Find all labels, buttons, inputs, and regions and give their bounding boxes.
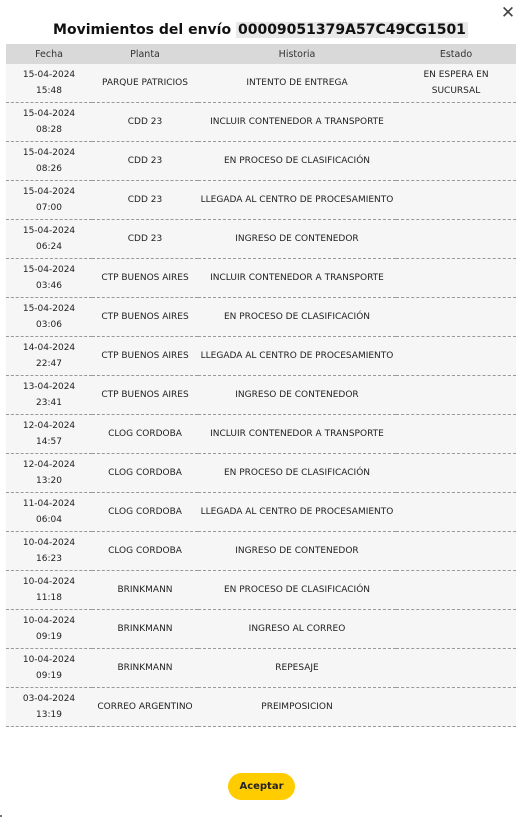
cell-estado xyxy=(396,220,516,259)
table-row xyxy=(6,220,516,259)
cell-historia: PREIMPOSICION xyxy=(198,688,396,727)
cell-historia: EN PROCESO DE CLASIFICACIÓN xyxy=(198,454,396,493)
cell-estado xyxy=(396,454,516,493)
date-text: 15-04-2024 xyxy=(22,265,76,275)
table-row xyxy=(6,142,516,181)
date-text: 10-04-2024 xyxy=(22,616,76,626)
cell-planta: CLOG CORDOBA xyxy=(92,493,198,532)
cell-historia: INGRESO DE CONTENEDOR xyxy=(198,376,396,415)
table-row xyxy=(6,454,516,493)
cell-fecha xyxy=(6,337,92,376)
cell-historia: LLEGADA AL CENTRO DE PROCESAMIENTO xyxy=(198,337,396,376)
date-text: 15-04-2024 xyxy=(22,148,76,158)
cell-historia: INGRESO DE CONTENEDOR xyxy=(198,220,396,259)
cell-estado xyxy=(396,142,516,181)
cell-historia: EN PROCESO DE CLASIFICACIÓN xyxy=(198,571,396,610)
cell-fecha xyxy=(6,532,92,571)
cell-planta: BRINKMANN xyxy=(92,571,198,610)
cell-fecha xyxy=(6,415,92,454)
date-text: 12-04-2024 xyxy=(22,460,76,470)
cell-planta: BRINKMANN xyxy=(92,649,198,688)
cell-estado xyxy=(396,688,516,727)
table-row xyxy=(6,337,516,376)
cell-planta: CLOG CORDOBA xyxy=(92,532,198,571)
column-header-fecha: Fecha xyxy=(6,44,92,64)
cell-planta: CTP BUENOS AIRES xyxy=(92,259,198,298)
cell-planta: CLOG CORDOBA xyxy=(92,415,198,454)
table-row xyxy=(6,298,516,337)
cell-historia: INGRESO AL CORREO xyxy=(198,610,396,649)
table-row xyxy=(6,64,516,103)
close-icon[interactable]: ✕ xyxy=(500,3,516,23)
date-text: 15-04-2024 xyxy=(22,226,76,236)
cell-fecha xyxy=(6,376,92,415)
date-text: 15-04-2024 xyxy=(22,109,76,119)
cell-planta: CDD 23 xyxy=(92,103,198,142)
cell-planta: CLOG CORDOBA xyxy=(92,454,198,493)
cell-planta: CDD 23 xyxy=(92,142,198,181)
cell-historia: INTENTO DE ENTREGA xyxy=(198,64,396,103)
cell-estado xyxy=(396,103,516,142)
table-row xyxy=(6,259,516,298)
cell-historia: INCLUIR CONTENEDOR A TRANSPORTE xyxy=(198,415,396,454)
cell-planta: PARQUE PATRICIOS xyxy=(92,64,198,103)
cell-fecha xyxy=(6,259,92,298)
cell-fecha xyxy=(6,64,92,103)
cell-fecha xyxy=(6,454,92,493)
cell-estado xyxy=(396,532,516,571)
time-text: 13:20 xyxy=(36,476,62,486)
cell-estado xyxy=(396,571,516,610)
time-text: 14:57 xyxy=(36,437,62,447)
table-row xyxy=(6,610,516,649)
date-text: 11-04-2024 xyxy=(22,499,76,509)
date-text: 15-04-2024 xyxy=(22,70,76,80)
cell-fecha xyxy=(6,298,92,337)
table-row xyxy=(6,571,516,610)
time-text: 22:47 xyxy=(36,359,62,369)
cell-estado xyxy=(396,610,516,649)
cell-historia: LLEGADA AL CENTRO DE PROCESAMIENTO xyxy=(198,493,396,532)
cell-fecha xyxy=(6,142,92,181)
date-text: 12-04-2024 xyxy=(22,421,76,431)
table-row xyxy=(6,103,516,142)
cell-historia: INCLUIR CONTENEDOR A TRANSPORTE xyxy=(198,103,396,142)
cell-fecha xyxy=(6,571,92,610)
date-text: 14-04-2024 xyxy=(22,343,76,353)
cell-fecha xyxy=(6,103,92,142)
cell-fecha xyxy=(6,220,92,259)
cell-historia: LLEGADA AL CENTRO DE PROCESAMIENTO xyxy=(198,181,396,220)
time-text: 07:00 xyxy=(36,203,62,213)
date-text: 10-04-2024 xyxy=(22,577,76,587)
date-text: 15-04-2024 xyxy=(22,304,76,314)
cell-estado xyxy=(396,376,516,415)
cell-historia: REPESAJE xyxy=(198,649,396,688)
time-text: 03:06 xyxy=(36,320,62,330)
cell-estado xyxy=(396,337,516,376)
date-text: 13-04-2024 xyxy=(22,382,76,392)
time-text: 06:24 xyxy=(36,242,62,252)
table-row xyxy=(6,181,516,220)
time-text: 08:28 xyxy=(36,125,62,135)
cell-estado xyxy=(396,259,516,298)
cell-fecha xyxy=(6,688,92,727)
cell-planta: CDD 23 xyxy=(92,220,198,259)
time-text: 23:41 xyxy=(36,398,62,408)
date-text: 10-04-2024 xyxy=(22,538,76,548)
cell-historia: EN PROCESO DE CLASIFICACIÓN xyxy=(198,298,396,337)
cell-fecha xyxy=(6,181,92,220)
table-row xyxy=(6,649,516,688)
cell-estado xyxy=(396,415,516,454)
time-text: 11:18 xyxy=(36,593,62,603)
cell-estado xyxy=(396,181,516,220)
time-text: 15:48 xyxy=(36,86,62,96)
cell-planta: CTP BUENOS AIRES xyxy=(92,376,198,415)
cell-historia: INGRESO DE CONTENEDOR xyxy=(198,532,396,571)
date-text: 10-04-2024 xyxy=(22,655,76,665)
time-text: 08:26 xyxy=(36,164,62,174)
time-text: 06:04 xyxy=(36,515,62,525)
time-text: 09:19 xyxy=(36,671,62,681)
cell-historia: EN PROCESO DE CLASIFICACIÓN xyxy=(198,142,396,181)
cell-fecha xyxy=(6,610,92,649)
time-text: 03:46 xyxy=(36,281,62,291)
movements-table xyxy=(6,44,516,727)
tracking-number: 00009051379A57C49CG1501 xyxy=(237,22,466,38)
title-prefix: Movimientos del envío xyxy=(53,22,232,38)
cell-fecha xyxy=(6,649,92,688)
cell-planta: BRINKMANN xyxy=(92,610,198,649)
table-row xyxy=(6,415,516,454)
column-header-estado: Estado xyxy=(396,44,516,64)
cell-estado xyxy=(396,298,516,337)
time-text: 13:19 xyxy=(36,710,62,720)
date-text: 15-04-2024 xyxy=(22,187,76,197)
cell-estado: EN ESPERA EN SUCURSAL xyxy=(396,64,516,103)
date-text: 03-04-2024 xyxy=(22,694,76,704)
time-text: 16:23 xyxy=(36,554,62,564)
cell-planta: CTP BUENOS AIRES xyxy=(92,298,198,337)
column-header-planta: Planta xyxy=(92,44,198,64)
cell-historia: INCLUIR CONTENEDOR A TRANSPORTE xyxy=(198,259,396,298)
cell-planta: CDD 23 xyxy=(92,181,198,220)
dialog-title xyxy=(0,19,521,41)
cell-planta: CORREO ARGENTINO xyxy=(92,688,198,727)
table-row xyxy=(6,376,516,415)
table-row xyxy=(6,532,516,571)
accept-button[interactable]: Aceptar xyxy=(228,773,295,800)
cell-estado xyxy=(396,493,516,532)
cell-estado xyxy=(396,649,516,688)
corner-mark xyxy=(0,815,2,817)
cell-planta: CTP BUENOS AIRES xyxy=(92,337,198,376)
table-row xyxy=(6,493,516,532)
cell-fecha xyxy=(6,493,92,532)
table-row xyxy=(6,688,516,727)
table-header xyxy=(6,44,516,64)
column-header-historia: Historia xyxy=(198,44,396,64)
time-text: 09:19 xyxy=(36,632,62,642)
